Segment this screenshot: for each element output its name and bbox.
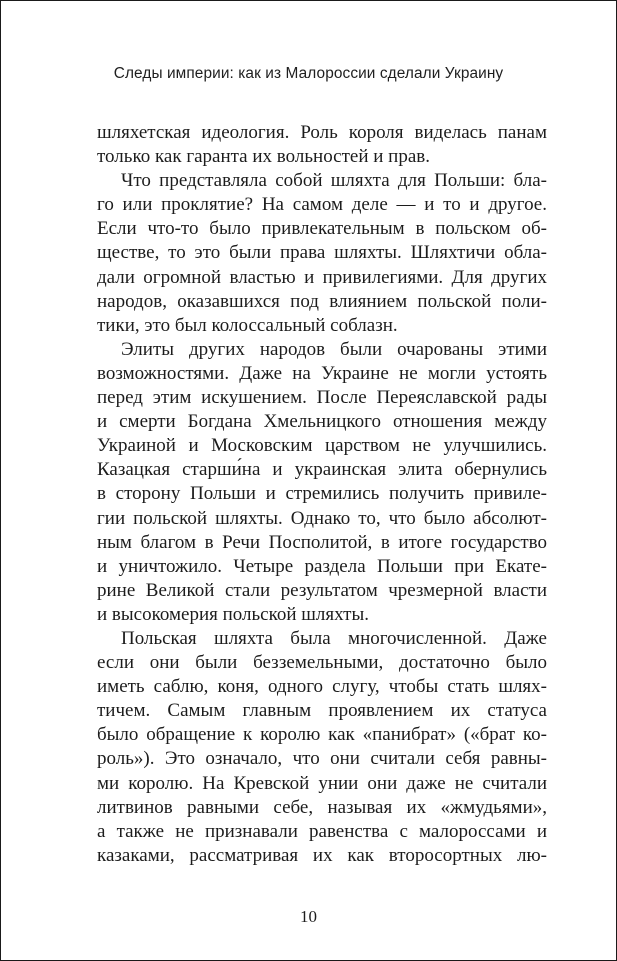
text-line: роль»). Это означало, что они считали себя равны-	[97, 748, 547, 770]
text-line: Польская шляхта была многочисленной. Даже	[121, 627, 547, 649]
text-line: и смерти Богдана Хмельницкого отношения между	[97, 411, 547, 433]
text-line: возможностями. Даже на Украине не могли устоять	[97, 362, 547, 384]
text-line: Если что-то было привлекательным в польском об-	[97, 218, 547, 240]
text-line: в сторону Польши и стремились получить привиле-	[97, 483, 547, 505]
paragraph	[97, 169, 547, 338]
text-line: го или проклятие? На самом деле — и то и другое.	[97, 194, 547, 216]
running-head: Следы империи: как из Малороссии сделали Украину	[113, 65, 504, 82]
text-line: народов, оказавшихся под влиянием польской поли-	[97, 290, 547, 312]
text-line: казаками, рассматривая их как второсортных лю-	[97, 844, 547, 866]
text-line: тики, это был колоссальный соблазн.	[97, 314, 398, 336]
text-line: Элиты других народов были очарованы этими	[121, 338, 547, 360]
paragraph	[97, 338, 547, 627]
text-line: иметь саблю, коня, одного слугу, чтобы стать шлях-	[97, 676, 547, 698]
text-line: ществе, то это были права шляхты. Шляхтичи обла-	[97, 242, 547, 264]
text-line: и высокомерия польской шляхты.	[97, 603, 369, 625]
text-line: только как гаранта их вольностей и прав.	[97, 146, 430, 168]
text-line: перед этим искушением. После Переяславской рады	[97, 387, 547, 409]
text-line: было обращение к королю как «панибрат» («брат ко-	[97, 724, 547, 746]
text-line: ным благом в Речи Посполитой, в итоге государство	[97, 531, 547, 553]
text-line: Украиной и Московским царством не улучшились.	[97, 435, 547, 457]
text-line: Казацкая старши́на и украинская элита обернулись	[97, 459, 547, 481]
text-line: шляхетская идеология. Роль короля виделась панам	[97, 122, 547, 143]
text-line: дали огромной властью и привилегиями. Для других	[97, 266, 547, 288]
paragraph	[97, 121, 547, 169]
text-line: тичем. Самым главным проявлением их статуса	[97, 700, 547, 722]
text-line: и уничтожило. Четыре раздела Польши при Екате-	[97, 555, 547, 577]
text-line: Что представляла собой шляхта для Польши: бла-	[121, 170, 547, 192]
text-line: гии польской шляхты. Однако то, что было абсолют-	[97, 507, 547, 529]
text-line: литвинов равными себе, называя их «жмудьями»,	[97, 796, 547, 818]
text-line: если они были безземельными, достаточно было	[97, 652, 547, 674]
body-text	[97, 121, 547, 868]
text-line: а также не признавали равенства с малороссами и	[97, 820, 547, 842]
text-line: ми королю. На Кревской унии они даже не считали	[97, 772, 547, 794]
text-line: рине Великой стали результатом чрезмерной власти	[97, 579, 547, 601]
page-number: 10	[300, 907, 317, 926]
paragraph	[97, 627, 547, 868]
